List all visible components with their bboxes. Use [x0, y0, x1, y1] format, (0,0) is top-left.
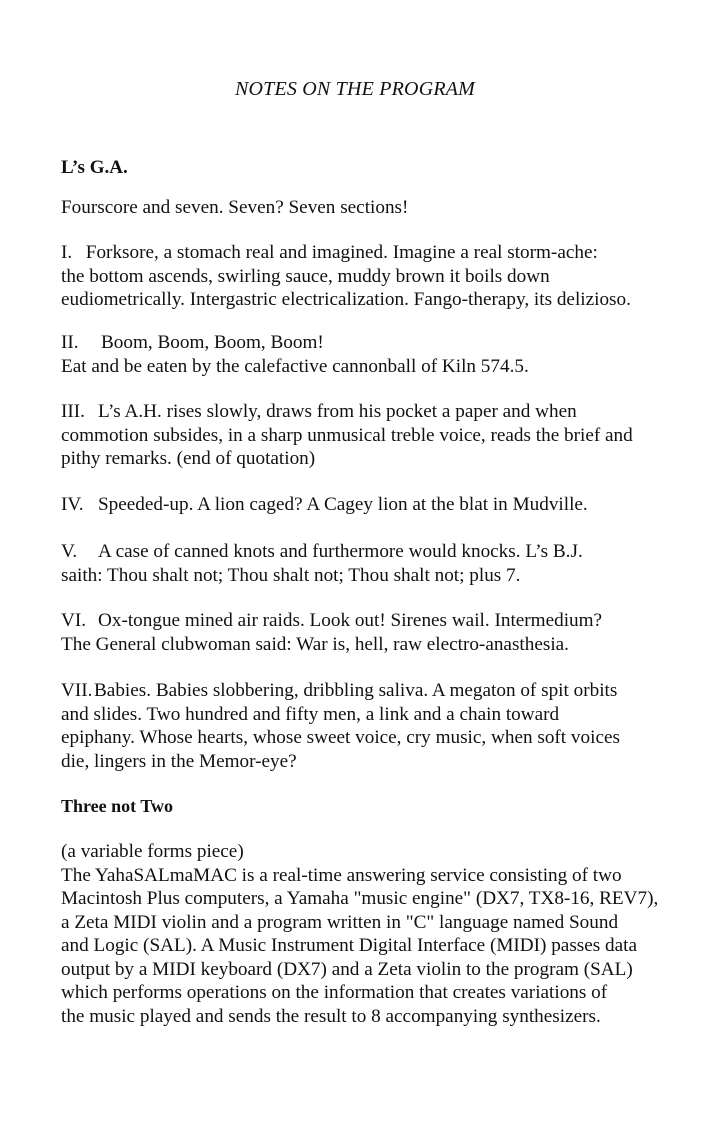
intro-line: Fourscore and seven. Seven? Seven sections! — [61, 197, 409, 218]
section-intro — [61, 196, 701, 220]
movement-line — [61, 609, 701, 633]
movement-line — [61, 679, 701, 703]
movement-line: The General clubwoman said: War is, hell, raw electro-anasthesia. — [61, 633, 569, 655]
movement-line: and slides. Two hundred and fifty men, a link and a chain toward — [61, 703, 560, 725]
movement-line — [61, 493, 701, 517]
movement-numeral: VI. — [61, 610, 87, 631]
movement-line — [61, 400, 701, 424]
movement-line: die, lingers in the Memor-eye? — [61, 750, 297, 772]
movement-numeral: VII. — [61, 680, 93, 701]
movement-numeral: V. — [61, 541, 78, 562]
movement-1 — [61, 241, 701, 312]
movement-line — [61, 331, 701, 355]
movement-text: Speeded-up. A lion caged? A Cagey lion at the blat in Mudville. — [98, 494, 588, 515]
movement-6 — [61, 609, 701, 656]
movement-line — [61, 540, 701, 564]
movement-text: Babies. Babies slobbering, dribbling saliva. A megaton of spit orbits — [94, 680, 618, 701]
movement-numeral: I. — [61, 242, 73, 263]
movement-5 — [61, 540, 701, 587]
movement-2 — [61, 331, 701, 378]
body-line: (a variable forms piece) — [61, 841, 244, 862]
section-heading-three-not-two: Three not Two — [61, 796, 174, 816]
three-not-two-body — [61, 840, 701, 1028]
movement-numeral: III. — [61, 401, 85, 422]
movement-7 — [61, 679, 701, 773]
movement-line: commotion subsides, in a sharp unmusical treble voice, reads the brief and — [61, 424, 633, 446]
movement-line: saith: Thou shalt not; Thou shalt not; Thou shalt not; plus 7. — [61, 564, 521, 586]
body-line: Macintosh Plus computers, a Yamaha "music engine" (DX7, TX8-16, REV7), — [61, 888, 659, 909]
movement-text: L’s A.H. rises slowly, draws from his pocket a paper and when — [98, 401, 577, 422]
page-title: NOTES ON THE PROGRAM — [234, 78, 476, 100]
section-heading-ls-ga: L’s G.A. — [61, 157, 128, 178]
movement-text: Boom, Boom, Boom, Boom! — [101, 332, 324, 353]
movement-text: Ox-tongue mined air raids. Look out! Sirenes wail. Intermedium? — [98, 610, 603, 631]
body-line: output by a MIDI keyboard (DX7) and a Zeta violin to the program (SAL) — [61, 958, 633, 980]
movement-line: the bottom ascends, swirling sauce, muddy brown it boils down — [61, 265, 550, 287]
movement-line: Eat and be eaten by the calefactive cannonball of Kiln 574.5. — [61, 355, 529, 377]
movement-numeral: IV. — [61, 494, 84, 515]
body-line: The YahaSALmaMAC is a real-time answering service consisting of two — [61, 864, 622, 886]
movement-line — [61, 241, 701, 265]
body-line: which performs operations on the information that creates variations of — [61, 982, 608, 1003]
body-line: and Logic (SAL). A Music Instrument Digital Interface (MIDI) passes data — [61, 935, 637, 956]
movement-3 — [61, 400, 701, 471]
movement-numeral: II. — [61, 332, 79, 353]
movement-line: eudiometrically. Intergastric electricalization. Fango-therapy, its delizioso. — [61, 289, 631, 310]
movement-text: Forksore, a stomach real and imagined. Imagine a real storm-ache: — [85, 242, 598, 263]
body-line: a Zeta MIDI violin and a program written in "C" language named Sound — [61, 911, 619, 933]
body-line: the music played and sends the result to 8 accompanying synthesizers. — [61, 1005, 601, 1027]
movement-text: A case of canned knots and furthermore would knocks. L’s B.J. — [98, 541, 583, 562]
movement-line: pithy remarks. (end of quotation) — [61, 448, 316, 469]
movement-line: epiphany. Whose hearts, whose sweet voice, cry music, when soft voices — [61, 727, 620, 748]
movement-4 — [61, 493, 701, 517]
